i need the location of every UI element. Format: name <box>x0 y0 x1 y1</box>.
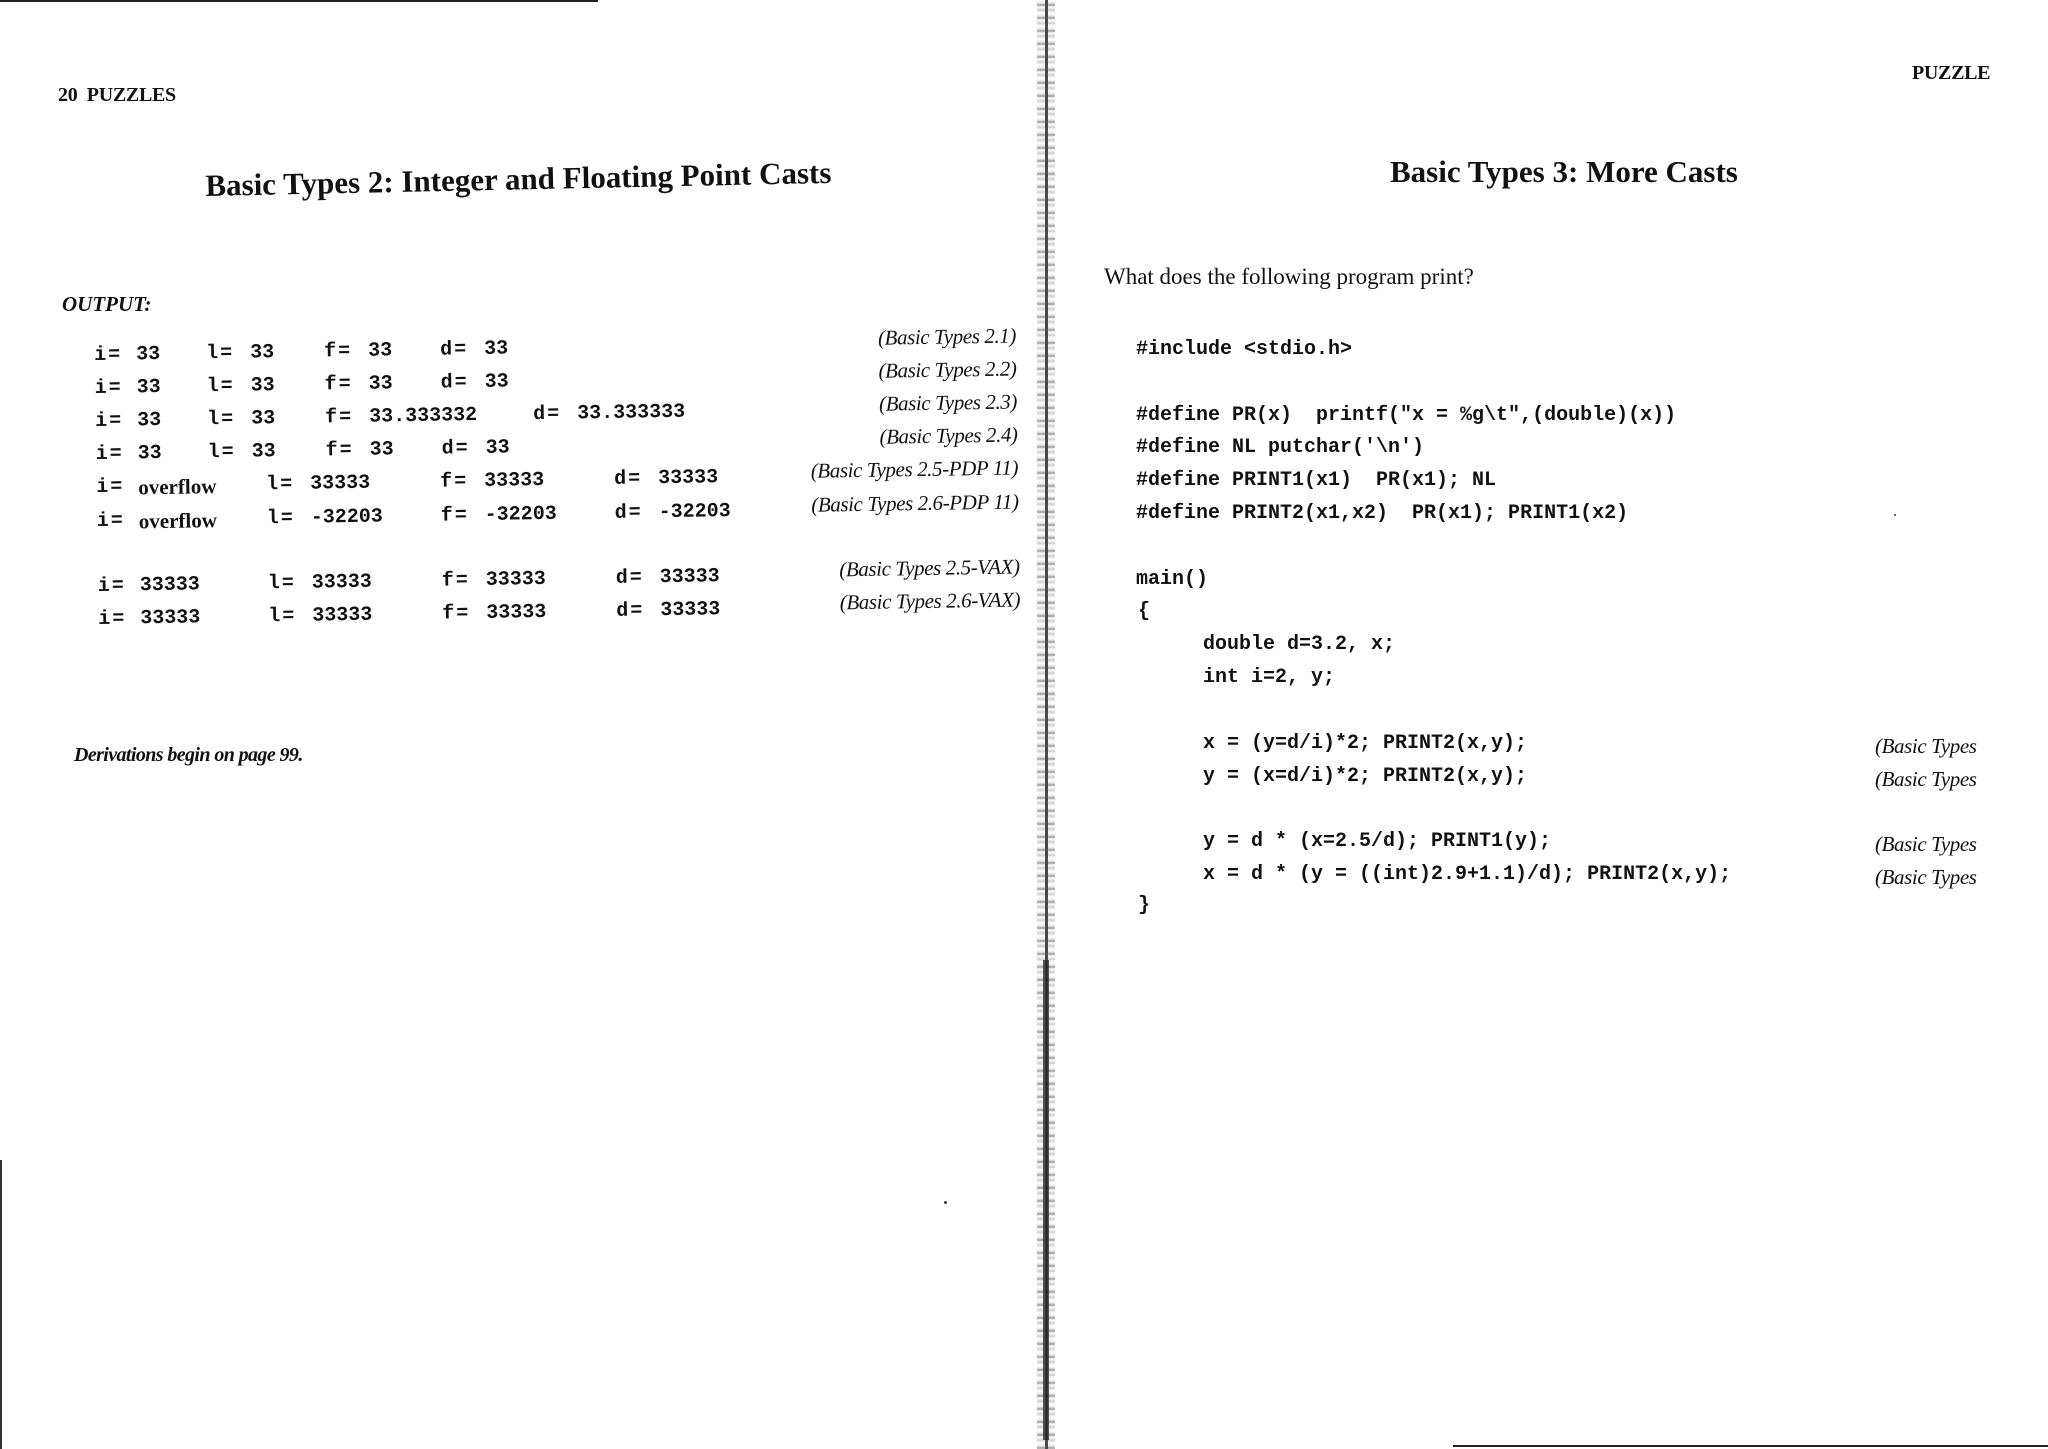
output-equals: = <box>221 407 234 432</box>
output-equals: = <box>108 376 121 400</box>
output-value-l: 33 <box>251 440 276 464</box>
output-equals: = <box>454 470 467 494</box>
code-line: } <box>1138 894 1151 917</box>
output-var-d: d <box>616 599 629 623</box>
code-line: main() <box>1136 568 1209 591</box>
page-edge-rule-bottom <box>1453 1445 2048 1447</box>
output-equals: = <box>546 402 560 426</box>
right-page <box>1060 0 2048 1449</box>
output-equals: = <box>109 442 122 466</box>
output-value-l: 33333 <box>312 603 373 628</box>
output-var-f: f <box>325 439 338 463</box>
output-label: OUTPUT: <box>62 292 152 316</box>
output-equals: = <box>455 569 468 593</box>
output-ref: (Basic Types 2.6-VAX) <box>839 587 1021 615</box>
output-var-d: d <box>615 566 628 590</box>
output-value-l: -32203 <box>310 505 383 530</box>
output-value-i: 33333 <box>139 573 200 598</box>
output-equals: = <box>280 472 293 497</box>
code-line: #define PR(x) printf("x = %g\t",(double)(x)) <box>1136 404 1677 427</box>
output-var-l: l <box>205 342 219 366</box>
running-head-left: 20 PUZZLES <box>58 84 176 106</box>
output-value-l: 33 <box>250 374 275 398</box>
output-equals: = <box>337 339 351 364</box>
output-ref: (Basic Types 2.1) <box>877 323 1017 350</box>
output-equals: = <box>112 607 125 631</box>
output-equals: = <box>339 405 352 430</box>
output-var-i: i <box>95 442 108 466</box>
output-value-i: 33 <box>135 342 161 367</box>
page-title-left: Basic Types 2: Integer and Floating Point Casts <box>205 154 832 203</box>
output-value-f: 33 <box>367 339 393 363</box>
output-var-i: i <box>97 574 111 598</box>
page-edge-rule <box>0 0 598 2</box>
output-value-i: 33333 <box>140 606 201 631</box>
output-ref: (Basic Types 2.2) <box>878 356 1017 383</box>
output-equals: = <box>339 438 352 463</box>
output-var-d: d <box>440 371 453 395</box>
output-ref: (Basic Types 2.5-VAX) <box>839 554 1020 582</box>
code-line: x = d * (y = ((int)2.9+1.1)/d); PRINT2(x,y); <box>1203 863 1732 886</box>
output-value-d: 33 <box>483 337 509 361</box>
output-equals: = <box>628 501 641 525</box>
output-value-l: 33 <box>249 341 275 365</box>
output-equals: = <box>221 440 234 465</box>
output-value-d: 33.333333 <box>576 400 686 426</box>
output-value-l: 33333 <box>310 471 371 496</box>
output-value-i: overflow <box>138 508 218 534</box>
output-var-f: f <box>440 504 453 528</box>
code-ref: (Basic Types <box>1875 832 1977 856</box>
output-equals: = <box>629 566 642 590</box>
output-var-l: l <box>207 441 220 465</box>
code-line: x = (y=d/i)*2; PRINT2(x,y); <box>1203 732 1528 755</box>
output-var-f: f <box>440 470 453 494</box>
output-equals: = <box>280 506 293 531</box>
output-value-f: 33333 <box>484 468 545 493</box>
output-var-f: f <box>441 569 454 593</box>
output-equals: = <box>630 599 643 623</box>
output-equals: = <box>628 467 641 491</box>
derivations-note: Derivations begin on page 99. <box>74 744 303 766</box>
output-value-l: 33 <box>251 407 276 431</box>
output-equals: = <box>455 437 468 461</box>
code-block <box>1060 0 2048 1000</box>
output-value-f: 33 <box>368 372 393 396</box>
code-ref: (Basic Types <box>1875 865 1977 889</box>
output-value-i: overflow <box>138 474 217 500</box>
output-value-d: 33 <box>484 370 509 394</box>
output-equals: = <box>110 509 123 533</box>
output-value-f: 33333 <box>485 567 546 592</box>
code-ref: (Basic Types <box>1875 767 1977 791</box>
code-line: #include <stdio.h> <box>1136 338 1353 361</box>
output-value-d: 33 <box>485 436 510 460</box>
output-var-i: i <box>94 376 107 400</box>
output-var-d: d <box>614 467 627 491</box>
code-line: y = (x=d/i)*2; PRINT2(x,y); <box>1203 765 1528 788</box>
output-value-d: 33333 <box>660 598 721 623</box>
question-text: What does the following program print? <box>1104 264 1474 289</box>
output-var-f: f <box>325 406 338 430</box>
output-equals: = <box>454 371 467 395</box>
output-equals: = <box>281 571 294 596</box>
output-equals: = <box>219 341 233 366</box>
output-equals: = <box>456 602 469 626</box>
output-var-d: d <box>441 437 454 461</box>
output-var-l: l <box>268 605 281 629</box>
output-ref: (Basic Types 2.5-PDP 11) <box>810 455 1019 483</box>
code-line: #define PRINT2(x1,x2) PR(x1); PRINT1(x2) <box>1136 502 1629 525</box>
output-value-i: 33 <box>137 441 162 466</box>
output-value-f: -32203 <box>484 502 557 527</box>
output-value-d: -32203 <box>658 500 731 525</box>
output-value-f: 33333 <box>486 600 547 625</box>
print-speck <box>944 1201 947 1204</box>
output-var-i: i <box>96 475 109 499</box>
output-var-l: l <box>266 507 279 531</box>
output-var-l: l <box>206 375 219 399</box>
output-var-l: l <box>266 473 279 497</box>
code-line: { <box>1138 600 1151 623</box>
running-head-right: PUZZLE <box>1912 62 1991 84</box>
code-line: #define NL putchar('\n') <box>1136 436 1425 459</box>
output-var-i: i <box>96 509 109 533</box>
output-value-f: 33 <box>369 438 394 462</box>
output-value-d: 33333 <box>659 565 720 590</box>
output-var-f: f <box>323 340 337 364</box>
output-value-d: 33333 <box>658 466 719 491</box>
page-edge-shadow <box>0 1160 2 1449</box>
output-equals: = <box>107 343 121 367</box>
print-speck <box>1894 514 1896 516</box>
output-var-f: f <box>324 373 337 397</box>
output-ref: (Basic Types 2.3) <box>878 389 1018 416</box>
code-line: int i=2, y; <box>1203 666 1336 689</box>
output-equals: = <box>338 372 351 397</box>
output-var-i: i <box>95 409 108 433</box>
output-value-f: 33.333332 <box>369 403 478 429</box>
output-equals: = <box>220 374 233 399</box>
output-value-l: 33333 <box>311 570 372 595</box>
output-var-d: d <box>614 501 627 525</box>
output-var-l: l <box>207 408 220 432</box>
output-equals: = <box>111 574 125 598</box>
output-var-f: f <box>442 602 455 626</box>
code-line: y = d * (x=2.5/d); PRINT1(y); <box>1203 830 1552 853</box>
output-equals: = <box>453 338 467 362</box>
spine-shadow <box>1043 960 1049 1440</box>
output-equals: = <box>110 475 123 499</box>
output-ref: (Basic Types 2.6-PDP 11) <box>811 489 1019 517</box>
code-ref: (Basic Types <box>1875 734 1977 758</box>
output-var-d: d <box>439 338 453 362</box>
output-ref: (Basic Types 2.4) <box>879 422 1018 449</box>
output-value-i: 33 <box>137 408 162 433</box>
code-line: #define PRINT1(x1) PR(x1); NL <box>1136 469 1497 492</box>
code-line: double d=3.2, x; <box>1203 633 1396 656</box>
output-equals: = <box>109 409 122 433</box>
output-var-l: l <box>267 572 280 596</box>
output-var-i: i <box>94 343 107 367</box>
output-var-i: i <box>98 607 111 631</box>
output-equals: = <box>454 504 467 528</box>
output-equals: = <box>282 604 295 629</box>
page-title-right: Basic Types 3: More Casts <box>1390 154 1738 189</box>
output-var-d: d <box>532 402 546 427</box>
output-block <box>94 323 1029 674</box>
output-value-i: 33 <box>136 375 161 400</box>
